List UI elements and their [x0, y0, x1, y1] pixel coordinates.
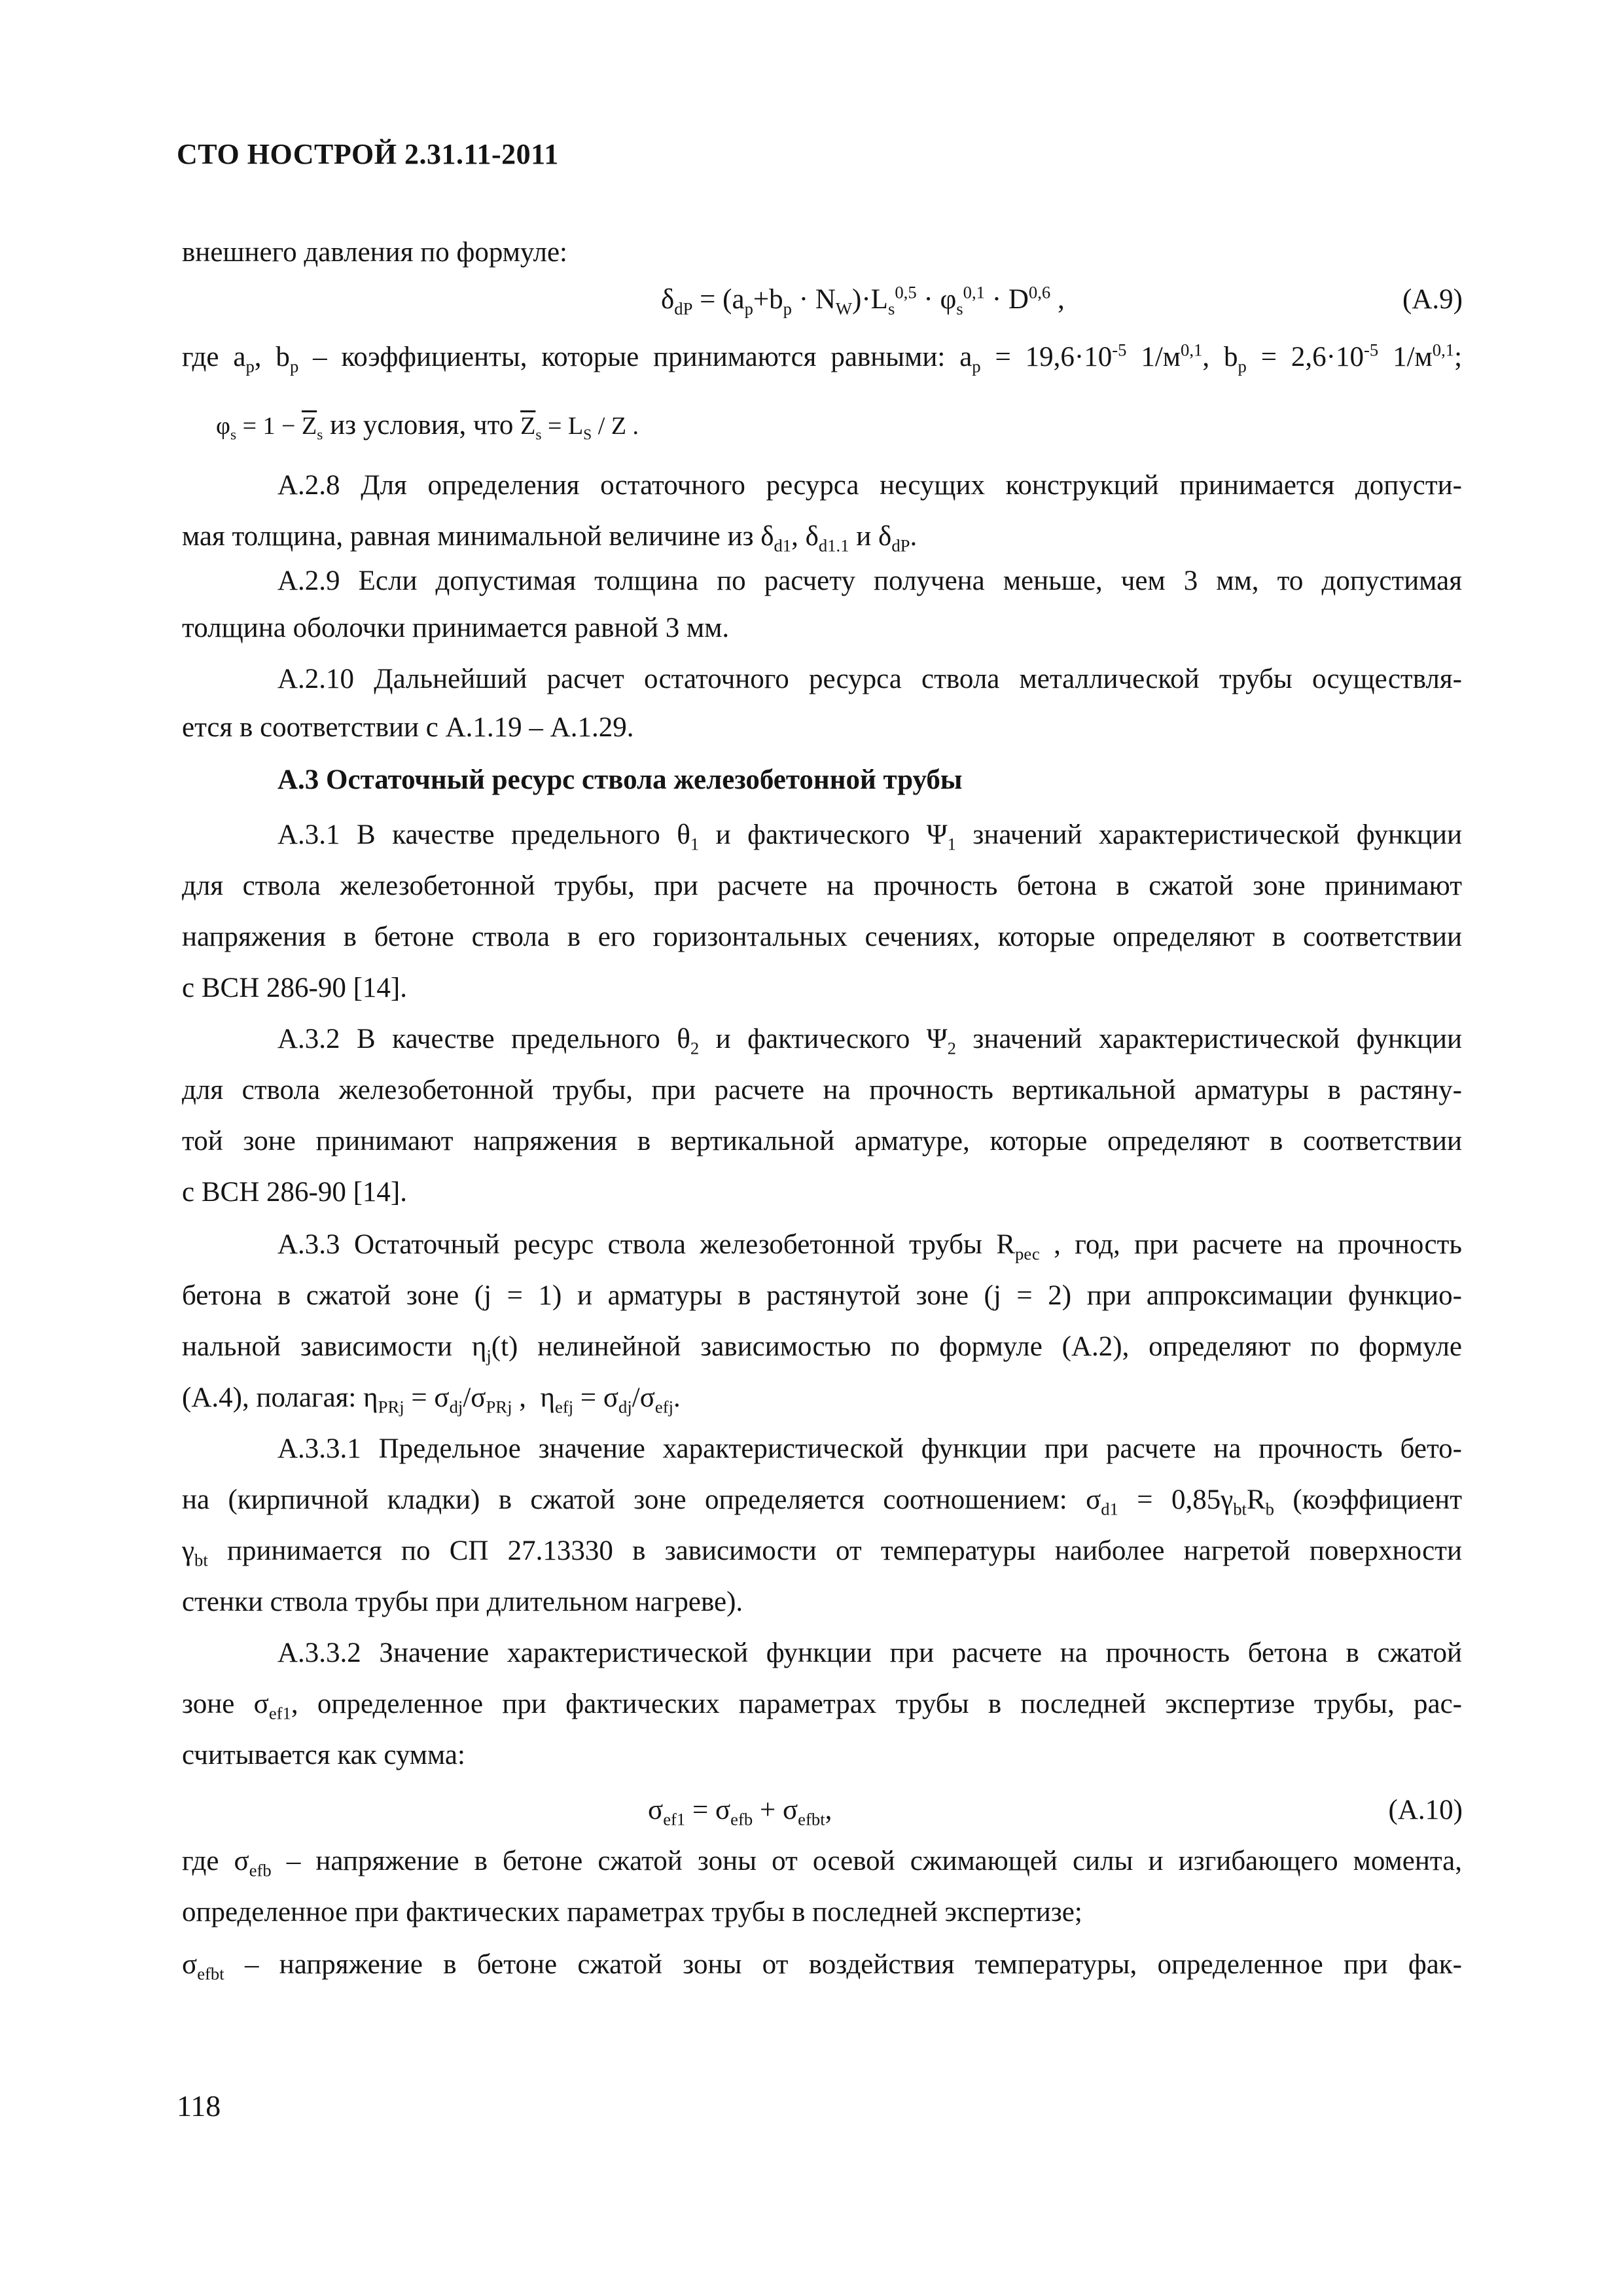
paragraph-line: А.3.2 В качестве предельного $\theta_2$ и фактического $\Psi_2$ значений характеристической функции [277, 1024, 1462, 1058]
paragraph-line: считывается как сумма: [182, 1740, 465, 1770]
formula-a9: $\delta_{dP} = (a_p+b_p \cdot N_W)\cdot L_s^{0,5} \cdot \varphi_s^{0,1} \cdot D^{0,6}$ , [661, 282, 1065, 319]
formula-phi-s: $\varphi_s = 1 - \overline{Z}_s$ [216, 412, 323, 444]
formula-z-s: $\overline{Z}_s = L_S / Z$ . [520, 412, 639, 444]
paragraph-line: мая толщина, равная минимальной величине из $\delta_{d1}$, $\delta_{d1.1}$ и $\delta_{dP}$. [182, 521, 918, 556]
paragraph-line: внешнего давления по формуле: [182, 237, 568, 268]
paragraph-line: той зоне принимают напряжения в вертикальной арматуре, которые определяют в соответствии [182, 1126, 1462, 1157]
paragraph-line: А.3.3.1 Предельное значение характеристической функции при расчете на прочность бето- [277, 1433, 1462, 1464]
paragraph-line: А.2.10 Дальнейший расчет остаточного ресурса ствола металлической трубы осуществля- [277, 664, 1462, 694]
paragraph-line: для ствола железобетонной трубы, при расчете на прочность бетона в сжатой зоне принимают [182, 870, 1462, 901]
paragraph-line: ется в соответствии с А.1.19 – А.1.29. [182, 712, 634, 743]
paragraph-line: зоне $\sigma_{ef1}$, определенное при фактических параметрах трубы в последней экспертизе трубы, рас- [182, 1689, 1462, 1723]
paragraph-line: нальной зависимости $\eta_j(t)$ нелинейной зависимостью по формуле (А.2), определяют по формуле [182, 1331, 1463, 1366]
section-heading: А.3 Остаточный ресурс ствола железобетонной трубы [277, 764, 963, 795]
paragraph-line: для ствола железобетонной трубы, при расчете на прочность вертикальной арматуры в растяну- [182, 1075, 1462, 1105]
paragraph-line: на (кирпичной кладки) в сжатой зоне определяется соотношением: $\sigma_{d1} = 0,85\gamma_{bt}R_b$ (коэффициент [182, 1484, 1462, 1519]
paragraph-line: А.2.8 Для определения остаточного ресурса несущих конструкций принимается допусти- [277, 470, 1462, 501]
paragraph-line: стенки ствола трубы при длительном нагреве). [182, 1587, 743, 1617]
paragraph-line: толщина оболочки принимается равной 3 мм. [182, 613, 730, 643]
formula-a10: $\sigma_{ef1} = \sigma_{efb} + \sigma_{efbt}$, [648, 1795, 832, 1829]
page-number: 118 [177, 2089, 221, 2123]
paragraph-line: $\sigma_{efbt}$ – напряжение в бетоне сжатой зоны от воздействия температуры, определенное при фак- [182, 1949, 1462, 1984]
equation-number: (А.10) [1388, 1795, 1463, 1825]
condition-line: $\varphi_s = 1 - \overline{Z}_s$ из условия, что $\overline{Z}_s = L_S / Z$ . [216, 410, 639, 444]
paragraph-line: напряжения в бетоне ствола в его горизонтальных сечениях, которые определяют в соответствии [182, 922, 1462, 952]
paragraph-line: $\gamma_{bt}$ принимается по СП 27.13330 в зависимости от температуры наиболее нагретой поверхности [182, 1535, 1462, 1570]
paragraph-line: где $\sigma_{efb}$ – напряжение в бетоне сжатой зоны от осевой сжимающей силы и изгибающего момента, [182, 1846, 1463, 1880]
page-header: СТО НОСТРОЙ 2.31.11-2011 [177, 138, 559, 170]
paragraph-line: где $a_p$, $b_p$ – коэффициенты, которые принимаются равными: $a_p = 19,6\cdot 10^{-5}$ $1/м^{0,1}$, $b_p = 2,6\cdot 10^{-5}$ $1/м^{0,1}$; [182, 340, 1463, 376]
paragraph-line: бетона в сжатой зоне (j = 1) и арматуры в растянутой зоне (j = 2) при аппроксимации функцио- [182, 1280, 1462, 1311]
formula-eta: $\eta_{PRj} = \sigma_{dj}/\sigma_{PRj}$ , $\eta_{efj} = \sigma_{dj}/\sigma_{efj}$. [363, 1382, 681, 1417]
equation-number: (А.9) [1402, 284, 1463, 315]
paragraph-line: А.3.1 В качестве предельного $\theta_1$ и фактического $\Psi_1$ значений характеристической функции [277, 819, 1462, 854]
paragraph-line: А.3.3 Остаточный ресурс ствола железобетонной трубы $R_{рес}$ , год, при расчете на прочность [277, 1229, 1462, 1264]
paragraph-line: с ВСН 286-90 [14]. [182, 1177, 407, 1208]
paragraph-line: А.2.9 Если допустимая толщина по расчету получена меньше, чем 3 мм, то допустимая [277, 565, 1462, 596]
paragraph-line: определенное при фактических параметрах трубы в последней экспертизе; [182, 1897, 1082, 1928]
paragraph-line: (А.4), полагая: $\eta_{PRj} = \sigma_{dj}/\sigma_{PRj}$ , $\eta_{efj} = \sigma_{dj}/\sigma_{efj}$. [182, 1382, 681, 1417]
paragraph-line: с ВСН 286-90 [14]. [182, 973, 407, 1003]
paragraph-line: А.3.3.2 Значение характеристической функции при расчете на прочность бетона в сжатой [277, 1638, 1462, 1668]
